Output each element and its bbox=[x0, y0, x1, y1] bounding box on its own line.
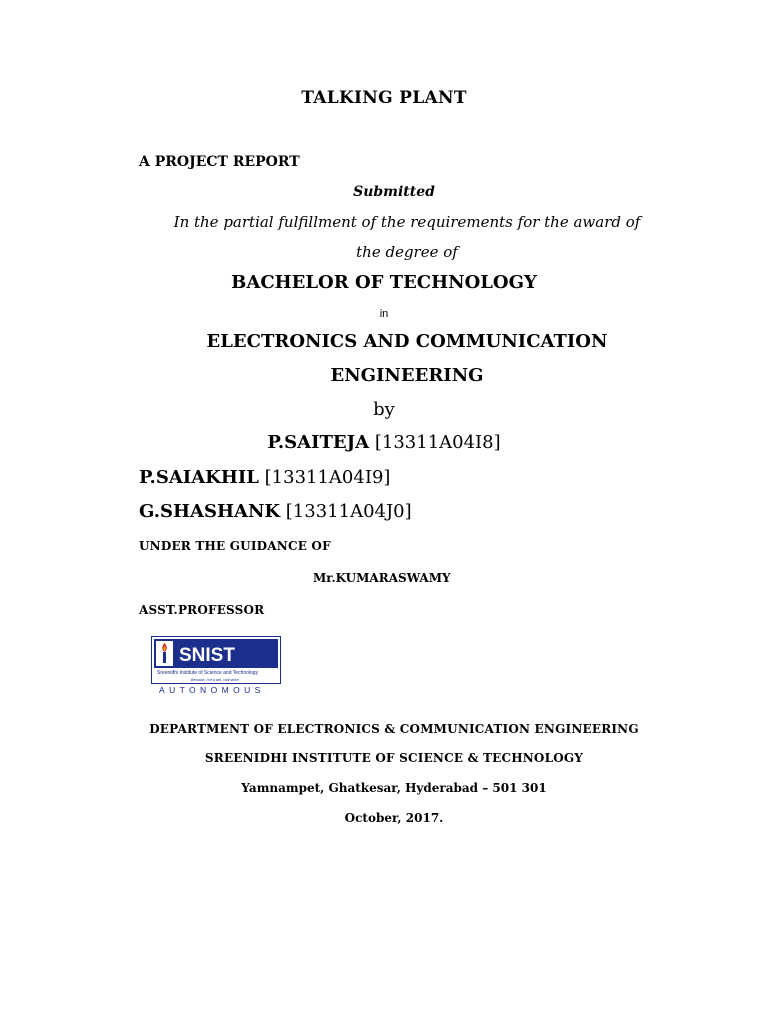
student-2 bbox=[139, 467, 390, 488]
student-1 bbox=[0, 432, 768, 453]
submitted-label: Submitted bbox=[353, 184, 435, 200]
torch-handle-icon bbox=[163, 652, 166, 663]
by-word: by bbox=[373, 399, 395, 420]
fulfilment-line-2: the degree of bbox=[356, 243, 458, 261]
logo-autonomous-text: AUTONOMOUS bbox=[159, 685, 265, 695]
guide-name: Mr.KUMARASWAMY bbox=[313, 571, 451, 585]
project-title: TALKING PLANT bbox=[301, 88, 467, 108]
student-2-name: P.SAIAKHIL bbox=[139, 467, 259, 488]
student-3-name: G.SHASHANK bbox=[139, 501, 281, 522]
logo-brand-text: SNIST bbox=[179, 645, 235, 666]
student-3-roll: [13311A04J0] bbox=[285, 501, 412, 522]
branch-line-1: ELECTRONICS AND COMMUNICATION bbox=[206, 331, 608, 352]
snist-logo bbox=[151, 636, 281, 696]
logo-tagline-text: Because, I've a will, I will strive bbox=[191, 678, 239, 682]
in-word: in bbox=[379, 308, 389, 320]
student-3 bbox=[139, 501, 412, 522]
fulfilment-line-1: In the partial fulfillment of the requirements for the award of bbox=[173, 213, 641, 231]
student-2-roll: [13311A04I9] bbox=[264, 467, 391, 488]
guide-designation: ASST.PROFESSOR bbox=[139, 603, 265, 617]
branch-line-2: ENGINEERING bbox=[330, 365, 484, 386]
logo-subtitle-text: Sreenidhi Institute of Science and Technology bbox=[157, 670, 259, 676]
report-type: A PROJECT REPORT bbox=[139, 154, 300, 170]
department-name: DEPARTMENT OF ELECTRONICS & COMMUNICATION ENGINEERING bbox=[149, 722, 639, 736]
report-date: October, 2017. bbox=[344, 811, 444, 825]
student-1-name: P.SAITEJA bbox=[267, 432, 370, 453]
guidance-label: UNDER THE GUIDANCE OF bbox=[139, 539, 331, 553]
institute-name: SREENIDHI INSTITUTE OF SCIENCE & TECHNOLOGY bbox=[204, 751, 584, 765]
degree-name: BACHELOR OF TECHNOLOGY bbox=[231, 272, 537, 293]
student-1-roll: [13311A04I8] bbox=[374, 432, 501, 453]
institute-address: Yamnampet, Ghatkesar, Hyderabad – 501 301 bbox=[241, 781, 547, 795]
